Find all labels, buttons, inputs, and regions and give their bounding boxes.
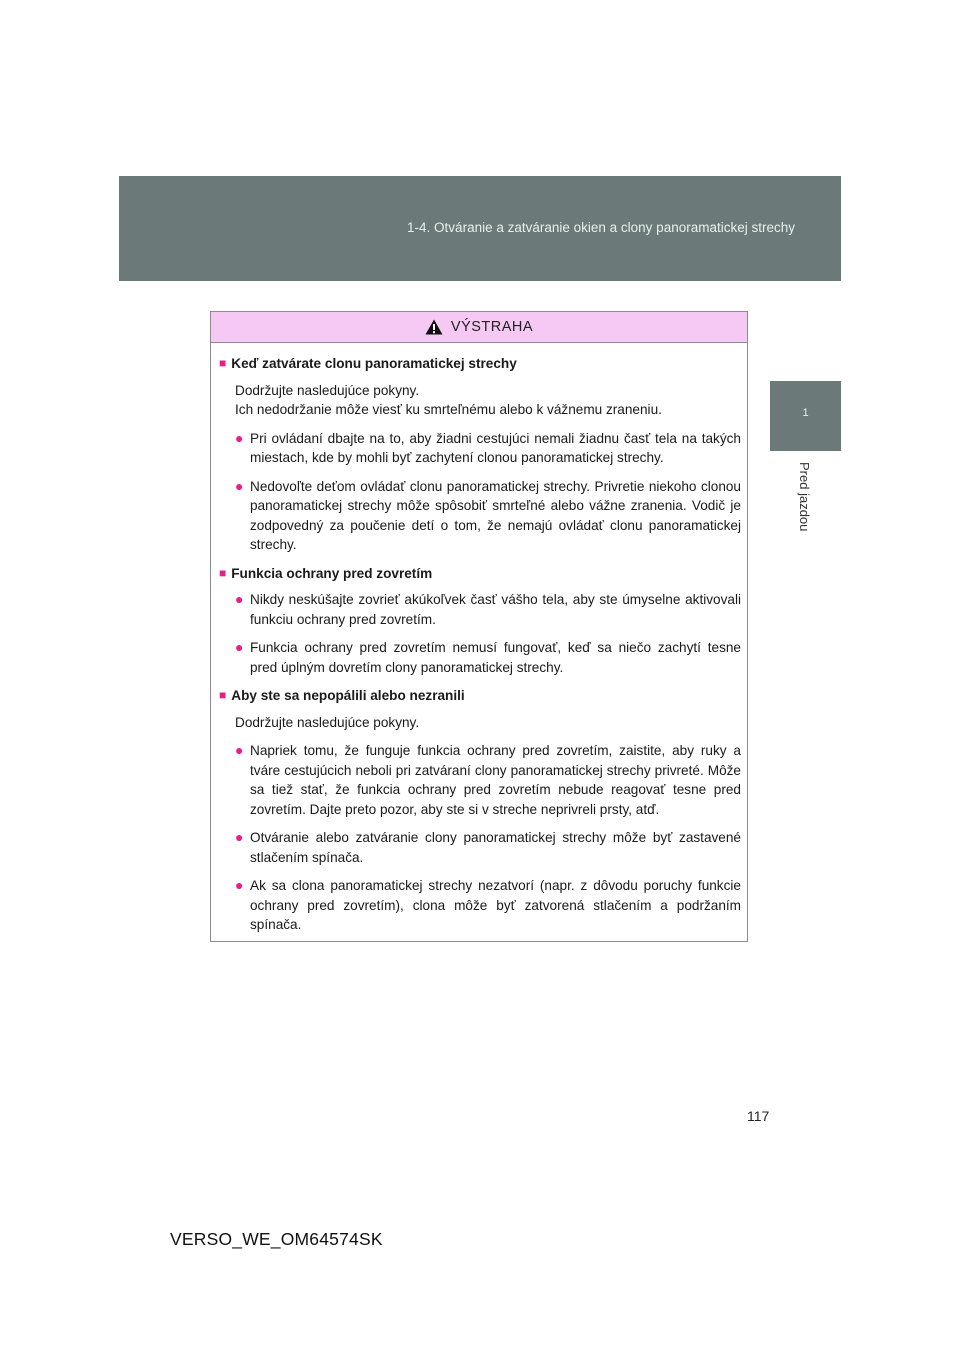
bullet-item xyxy=(235,876,741,935)
round-bullet-icon: ● xyxy=(235,477,244,494)
warning-box xyxy=(210,311,748,942)
section-heading xyxy=(219,686,741,706)
warning-title: VÝSTRAHA xyxy=(450,319,534,335)
bullet-text: Pri ovládaní dbajte na to, aby žiadni cestujúci nemali žiadnu časť tela na takých miestach, kde by mohli byť zachytení clonou panoramatickej strechy. xyxy=(250,430,741,465)
bullet-text: Funkcia ochrany pred zovretím nemusí fungovať, keď sa niečo zachytí tesne pred úplným dovretím clony panoramatickej strechy. xyxy=(250,640,741,675)
intro-line: Dodržujte nasledujúce pokyny. xyxy=(235,714,420,730)
section-heading xyxy=(219,354,741,374)
square-bullet-icon: ■ xyxy=(219,356,227,370)
warning-header xyxy=(211,312,747,343)
page-number: 117 xyxy=(747,1108,770,1124)
bullet-item xyxy=(235,477,741,555)
section-title: 1-4. Otváranie a zatváranie okien a clony panoramatickej strechy xyxy=(407,220,795,235)
chapter-label: Pred jazdou xyxy=(797,462,812,532)
bullet-text: Ak sa clona panoramatickej strechy nezatvorí (napr. z dôvodu poruchy funkcie ochrany pred zovretím), clona môže byť zatvorená stlačením a podržaním spínača. xyxy=(250,878,741,932)
document-code: VERSO_WE_OM64574SK xyxy=(170,1229,383,1249)
chapter-tab xyxy=(770,381,841,451)
bullet-item xyxy=(235,638,741,677)
bullet-item xyxy=(235,429,741,468)
round-bullet-icon: ● xyxy=(235,877,244,893)
bullet-item xyxy=(235,741,741,819)
square-bullet-icon: ■ xyxy=(219,688,227,702)
intro-line: Ich nedodržanie môže viesť ku smrteľnému alebo k vážnemu zraneniu. xyxy=(235,402,662,417)
bullet-text: Napriek tomu, že funguje funkcia ochrany pred zovretím, zaistite, aby ruky a tváre cestujúcich neboli pri zatváraní clony panoramatickej strechy privreté. Môže sa tiež stať, že funkcia ochrany pred zovretím nebude reagovať tesne pred zovretím. Dajte preto pozor, aby ste si v streche neprivreli prsty, atď. xyxy=(250,743,741,817)
round-bullet-icon: ● xyxy=(235,742,244,758)
section-heading-text: Funkcia ochrany pred zovretím xyxy=(231,565,433,581)
bullet-text: Nikdy neskúšajte zovrieť akúkoľvek časť vášho tela, aby ste úmyselne aktivovali funkciu ochrany pred zovretím. xyxy=(250,592,741,627)
intro-paragraph xyxy=(235,713,741,733)
round-bullet-icon: ● xyxy=(235,429,244,446)
bullet-item xyxy=(235,828,741,867)
chapter-number: 1 xyxy=(802,407,809,419)
bullet-item xyxy=(235,590,741,629)
warning-triangle-icon xyxy=(425,319,443,335)
round-bullet-icon: ● xyxy=(235,639,244,655)
section-heading-text: Aby ste sa nepopálili alebo nezranili xyxy=(231,688,465,703)
header-band xyxy=(119,176,841,281)
warning-body xyxy=(211,343,747,935)
square-bullet-icon: ■ xyxy=(219,565,227,580)
intro-line: Dodržujte nasledujúce pokyny. xyxy=(235,382,420,398)
round-bullet-icon: ● xyxy=(235,829,244,845)
section-heading-text: Keď zatvárate clonu panoramatickej strechy xyxy=(231,356,517,371)
section-heading xyxy=(219,564,741,584)
intro-paragraph xyxy=(235,381,741,420)
bullet-text: Otváranie alebo zatváranie clony panoramatickej strechy môže byť zastavené stlačením spínača. xyxy=(250,830,741,865)
bullet-text: Nedovoľte deťom ovládať clonu panoramatickej strechy. Privretie niekoho clonou panoramatickej strechy môže spôsobiť smrteľné alebo vážne zranenia. Vodič je zodpovedný za poučenie detí o tom, že nemajú ovládať clonu panoramatickej strechy. xyxy=(250,478,741,552)
round-bullet-icon: ● xyxy=(235,591,244,607)
